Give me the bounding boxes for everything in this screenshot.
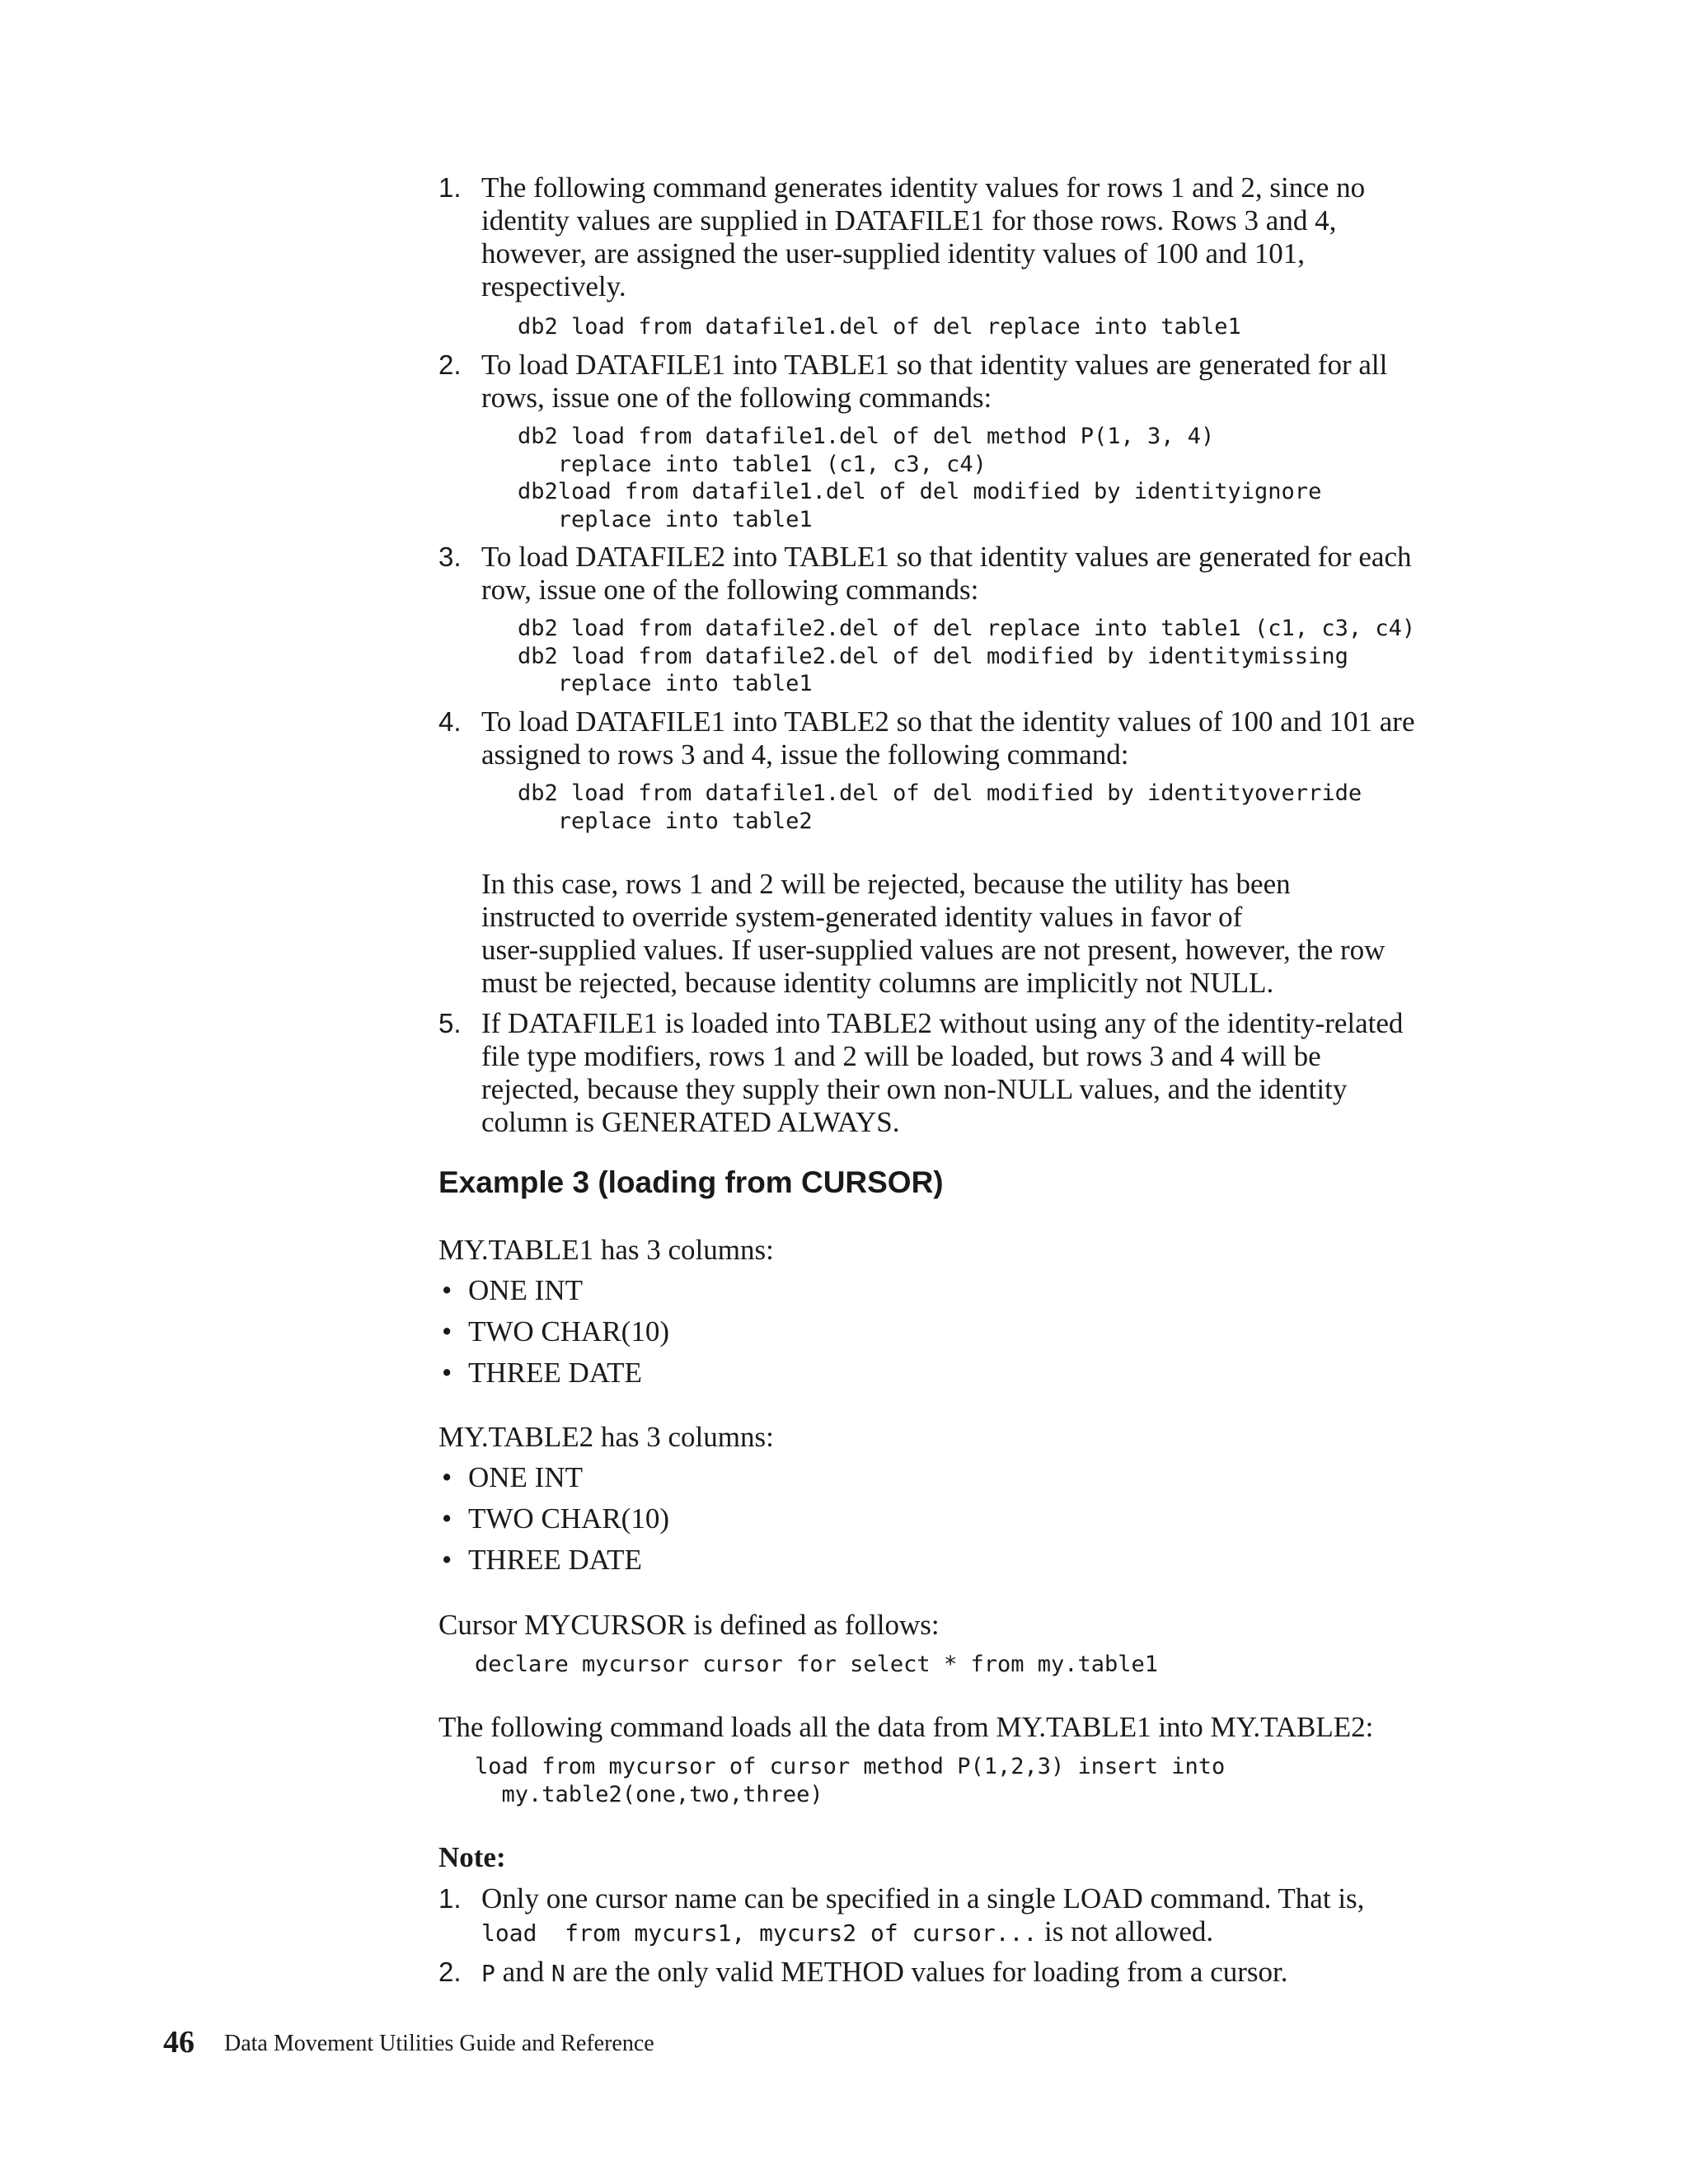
item1-line3: however, are assigned the user-supplied identity values of 100 and 101, bbox=[481, 237, 1306, 269]
list-number-4: 4. bbox=[438, 706, 462, 737]
item4-line2: assigned to rows 3 and 4, issue the following command: bbox=[481, 738, 1129, 771]
item5-line2: file type modifiers, rows 1 and 2 will be loaded, but rows 3 and 4 will be bbox=[481, 1040, 1321, 1072]
item2-code-2: replace into table1 (c1, c3, c4) bbox=[518, 452, 987, 477]
bullet: • bbox=[442, 1544, 452, 1576]
note1-line1: Only one cursor name can be specified in a single LOAD command. That is, bbox=[481, 1882, 1365, 1915]
item5-line3: rejected, because they supply their own non-NULL values, and the identity bbox=[481, 1073, 1348, 1105]
bullet: • bbox=[442, 1274, 452, 1306]
table1-intro: MY.TABLE1 has 3 columns: bbox=[438, 1234, 774, 1266]
item4-after-line2: instructed to override system-generated identity values in favor of bbox=[481, 901, 1243, 933]
item1-line1: The following command generates identity values for rows 1 and 2, since no bbox=[481, 171, 1366, 204]
list-number-2: 2. bbox=[438, 349, 462, 380]
note-number-1: 1. bbox=[438, 1883, 462, 1914]
note2-line1 bbox=[481, 1956, 1287, 1990]
note1-line2 bbox=[481, 1915, 1213, 1950]
table2-col-1: ONE INT bbox=[468, 1461, 583, 1493]
footer-title: Data Movement Utilities Guide and Reference bbox=[224, 2031, 654, 2056]
bullet: • bbox=[442, 1461, 452, 1493]
table2-intro: MY.TABLE2 has 3 columns: bbox=[438, 1421, 774, 1453]
table1-col-1: ONE INT bbox=[468, 1274, 583, 1306]
item4-after-line3: user-supplied values. If user-supplied values are not present, however, the row bbox=[481, 934, 1386, 966]
item3-line1: To load DATAFILE2 into TABLE1 so that identity values are generated for each bbox=[481, 541, 1412, 573]
item2-code-4: replace into table1 bbox=[518, 507, 813, 532]
bullet: • bbox=[442, 1502, 452, 1535]
list-number-5: 5. bbox=[438, 1008, 462, 1038]
bullet: • bbox=[442, 1357, 452, 1389]
item3-line2: row, issue one of the following commands: bbox=[481, 574, 979, 606]
item5-line4: column is GENERATED ALWAYS. bbox=[481, 1106, 900, 1138]
item4-after-line1: In this case, rows 1 and 2 will be rejected, because the utility has been bbox=[481, 868, 1291, 900]
list-number-3: 3. bbox=[438, 541, 462, 572]
note2-code-n: N bbox=[551, 1960, 565, 1987]
bullet: • bbox=[442, 1315, 452, 1347]
note2-and: and bbox=[495, 1956, 551, 1988]
table2-col-3: THREE DATE bbox=[468, 1544, 642, 1576]
item4-line1: To load DATAFILE1 into TABLE2 so that the identity values of 100 and 101 are bbox=[481, 705, 1415, 738]
item1-line4: respectively. bbox=[481, 270, 626, 302]
item5-line1: If DATAFILE1 is loaded into TABLE2 without using any of the identity-related bbox=[481, 1007, 1404, 1039]
table1-col-2: TWO CHAR(10) bbox=[468, 1315, 669, 1347]
item3-code-2: db2 load from datafile2.del of del modified by identitymissing bbox=[518, 644, 1348, 669]
item1-code-1: db2 load from datafile1.del of del replace into table1 bbox=[518, 314, 1241, 340]
item2-code-3: db2load from datafile1.del of del modified by identityignore bbox=[518, 479, 1322, 504]
list-number-1: 1. bbox=[438, 172, 462, 203]
note2-tail: are the only valid METHOD values for loading from a cursor. bbox=[565, 1956, 1288, 1988]
cursor-intro: Cursor MYCURSOR is defined as follows: bbox=[438, 1609, 940, 1641]
item2-line2: rows, issue one of the following commands: bbox=[481, 382, 992, 414]
note-label: Note: bbox=[438, 1841, 506, 1873]
cursor-code: declare mycursor cursor for select * from my.table1 bbox=[475, 1652, 1159, 1677]
item2-line1: To load DATAFILE1 into TABLE1 so that identity values are generated for all bbox=[481, 349, 1388, 381]
item3-code-1: db2 load from datafile2.del of del replace into table1 (c1, c3, c4) bbox=[518, 616, 1416, 641]
item4-code-2: replace into table2 bbox=[518, 808, 813, 834]
section-heading: Example 3 (loading from CURSOR) bbox=[438, 1165, 944, 1199]
table1-col-3: THREE DATE bbox=[468, 1357, 642, 1389]
item3-code-3: replace into table1 bbox=[518, 671, 813, 696]
item1-line2: identity values are supplied in DATAFILE1 for those rows. Rows 3 and 4, bbox=[481, 204, 1337, 237]
note2-code-p: P bbox=[481, 1960, 495, 1987]
item4-after-line4: must be rejected, because identity columns are implicitly not NULL. bbox=[481, 967, 1274, 999]
load-code-2: my.table2(one,two,three) bbox=[475, 1782, 823, 1807]
note1-tail: is not allowed. bbox=[1037, 1915, 1214, 1947]
page-number: 46 bbox=[163, 2025, 195, 2060]
table2-col-2: TWO CHAR(10) bbox=[468, 1502, 669, 1535]
item4-code-1: db2 load from datafile1.del of del modified by identityoverride bbox=[518, 780, 1362, 806]
note-number-2: 2. bbox=[438, 1957, 462, 1987]
item2-code-1: db2 load from datafile1.del of del method P(1, 3, 4) bbox=[518, 424, 1215, 449]
load-intro: The following command loads all the data from MY.TABLE1 into MY.TABLE2: bbox=[438, 1711, 1374, 1743]
load-code-1: load from mycursor of cursor method P(1,2,3) insert into bbox=[475, 1754, 1226, 1779]
note1-code: load from mycurs1, mycurs2 of cursor... bbox=[481, 1919, 1038, 1947]
